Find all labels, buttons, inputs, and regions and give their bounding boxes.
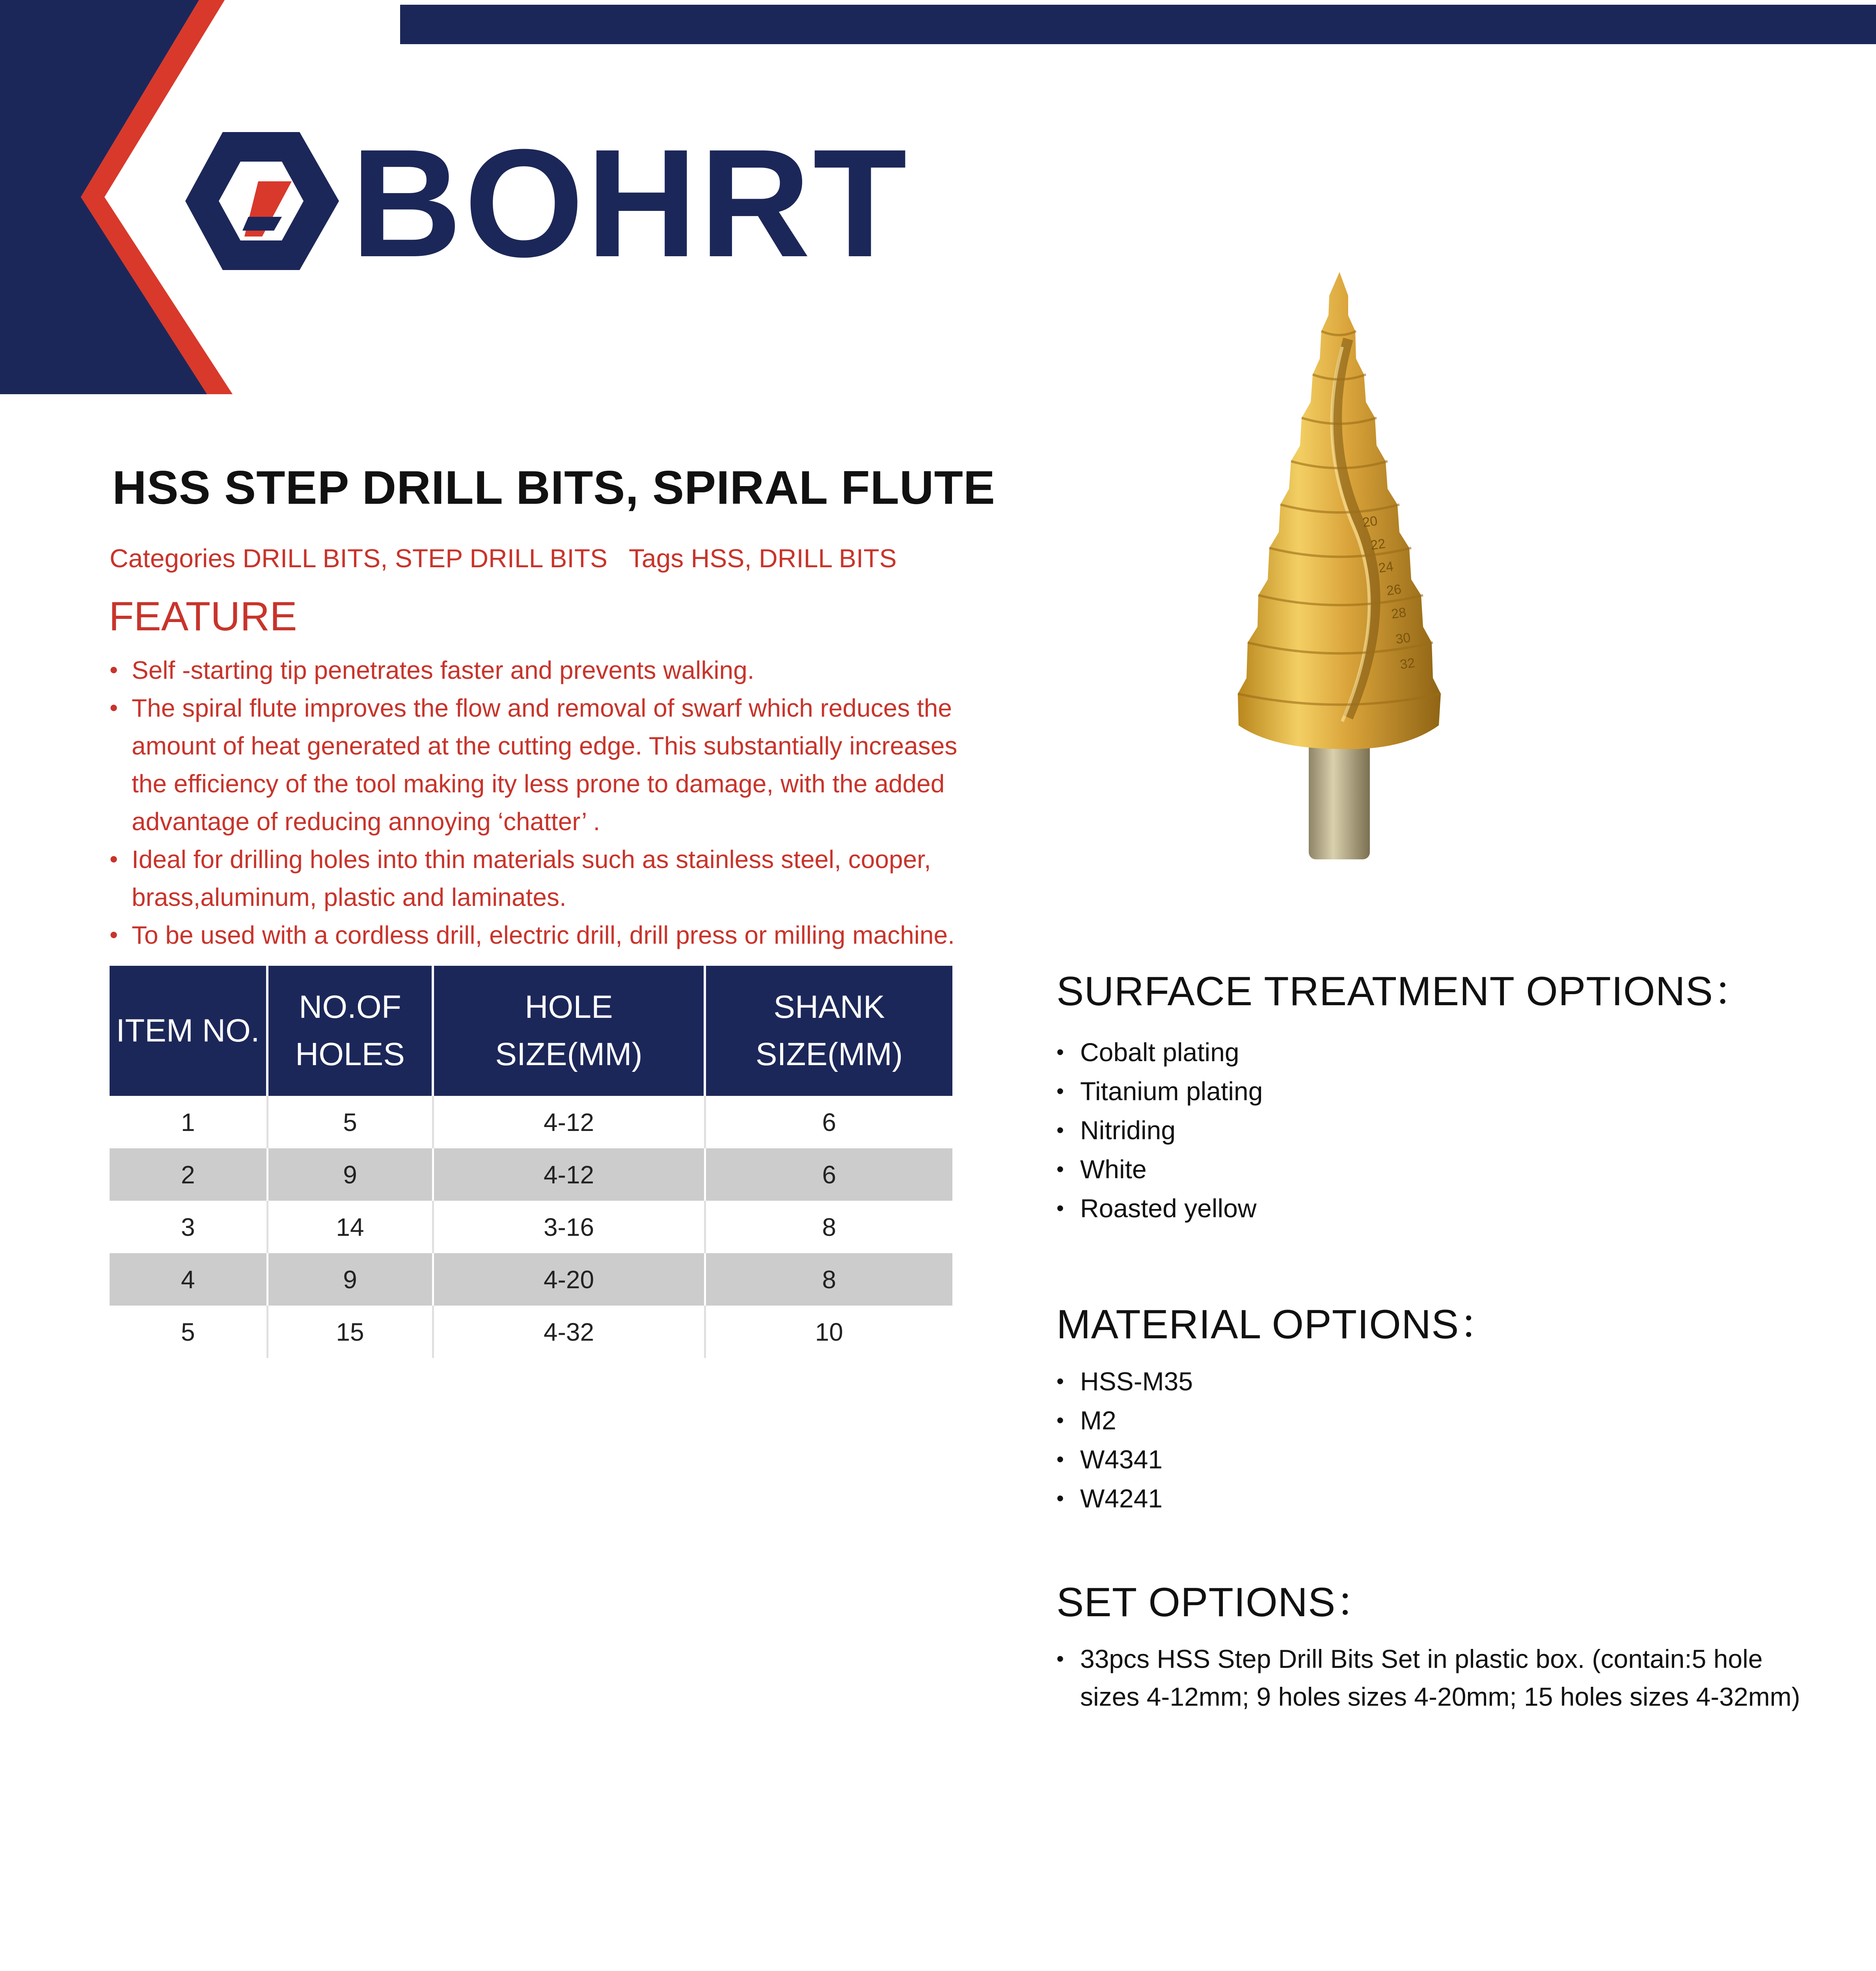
tags-link[interactable]: HSS, DRILL BITS (691, 544, 897, 573)
feature-line: • Ideal for drilling holes into thin materials such as stainless steel, cooper, (132, 845, 931, 874)
set-options-list (1056, 1640, 1800, 1716)
table-row (110, 1253, 952, 1306)
step-mark: 28 (1390, 605, 1407, 622)
cell-no-of-holes: 9 (267, 1148, 433, 1201)
feature-line: the efficiency of the tool making ity less prone to damage, with the added (132, 769, 945, 798)
cell-shank-size: 8 (705, 1253, 952, 1306)
feature-item (110, 689, 958, 840)
feature-line: • The spiral flute improves the flow and removal of swarf which reduces the (132, 694, 952, 722)
table-row (110, 1148, 952, 1201)
page-title: HSS STEP DRILL BITS, SPIRAL FLUTE (112, 461, 995, 514)
brand-logo (185, 118, 958, 284)
header-hole-size: HOLE SIZE(MM) (433, 966, 705, 1096)
table-row (110, 1201, 952, 1253)
cell-no-of-holes: 5 (267, 1096, 433, 1148)
cell-no-of-holes: 14 (267, 1201, 433, 1253)
header-shank-size: SHANK SIZE(MM) (705, 966, 952, 1096)
feature-item (110, 916, 955, 954)
step-mark: 22 (1369, 536, 1386, 553)
taxonomy-line (110, 543, 897, 573)
cell-item-no: 3 (110, 1201, 267, 1253)
cell-item-no: 5 (110, 1306, 267, 1358)
table-row (110, 1306, 952, 1358)
feature-list (110, 651, 958, 954)
cell-hole-size: 4-32 (433, 1306, 705, 1358)
cell-hole-size: 4-12 (433, 1148, 705, 1201)
feature-line: brass,aluminum, plastic and laminates. (132, 883, 566, 911)
cell-hole-size: 4-12 (433, 1096, 705, 1148)
spec-table (110, 966, 952, 1358)
table-header-row (110, 966, 952, 1096)
material-options-heading: MATERIAL OPTIONS： (1056, 1302, 1501, 1347)
feature-line: advantage of reducing annoying ‘chatter’ . (132, 807, 600, 836)
cell-item-no: 4 (110, 1253, 267, 1306)
header-no-of-holes: NO.OF HOLES (267, 966, 433, 1096)
header-item-no: ITEM NO. (110, 966, 267, 1096)
list-item: • M2 (1056, 1401, 1193, 1440)
header-top-bar (400, 5, 1876, 44)
set-options-heading: SET OPTIONS： (1056, 1580, 1377, 1625)
feature-line: • To be used with a cordless drill, electric drill, drill press or milling machine. (132, 921, 955, 949)
list-item: • HSS-M35 (1056, 1362, 1193, 1401)
table-row (110, 1096, 952, 1148)
cell-no-of-holes: 15 (267, 1306, 433, 1358)
cell-item-no: 2 (110, 1148, 267, 1201)
step-mark: 32 (1399, 655, 1416, 673)
list-item: • White (1056, 1150, 1263, 1189)
categories-label: Categories (110, 544, 236, 573)
categories-link[interactable]: DRILL BITS, STEP DRILL BITS (242, 544, 608, 573)
surface-treatment-list (1056, 1033, 1263, 1228)
cell-shank-size: 10 (815, 1317, 843, 1346)
feature-line: • Self -starting tip penetrates faster and prevents walking. (132, 656, 754, 684)
step-mark: 30 (1394, 630, 1412, 647)
feature-item (110, 651, 937, 689)
brand-wordmark: BOHRT (351, 118, 909, 284)
feature-heading: FEATURE (109, 594, 297, 639)
cell-hole-size: 3-16 (433, 1201, 705, 1253)
set-option-line: 33pcs HSS Step Drill Bits Set in plastic box. (contain:5 hole (1080, 1644, 1763, 1673)
list-item: • Roasted yellow (1056, 1189, 1263, 1228)
cell-shank-size: 6 (822, 1108, 836, 1136)
cell-shank-size: 8 (822, 1213, 836, 1241)
tags-label: Tags (628, 544, 684, 573)
step-mark: 24 (1377, 559, 1395, 576)
step-drill-bit-image (1230, 272, 1451, 871)
surface-treatment-heading: SURFACE TREATMENT OPTIONS： (1056, 969, 1755, 1014)
cell-shank-size: 6 (705, 1148, 952, 1201)
list-item: • Titanium plating (1056, 1072, 1263, 1111)
cell-no-of-holes: 9 (267, 1253, 433, 1306)
list-item: • W4241 (1056, 1479, 1193, 1518)
material-options-list (1056, 1362, 1193, 1518)
list-item: • W4341 (1056, 1440, 1193, 1479)
step-mark: 20 (1361, 513, 1379, 531)
list-item (1056, 1640, 1800, 1716)
list-item: • Cobalt plating (1056, 1033, 1263, 1072)
feature-item (110, 840, 937, 916)
cell-hole-size: 4-20 (433, 1253, 705, 1306)
list-item: • Nitriding (1056, 1111, 1263, 1150)
feature-line: amount of heat generated at the cutting edge. This substantially increases (132, 732, 958, 760)
cell-item-no: 1 (110, 1096, 267, 1148)
set-option-line: sizes 4-12mm; 9 holes sizes 4-20mm; 15 holes sizes 4-32mm) (1080, 1682, 1800, 1711)
step-mark: 26 (1385, 581, 1403, 599)
